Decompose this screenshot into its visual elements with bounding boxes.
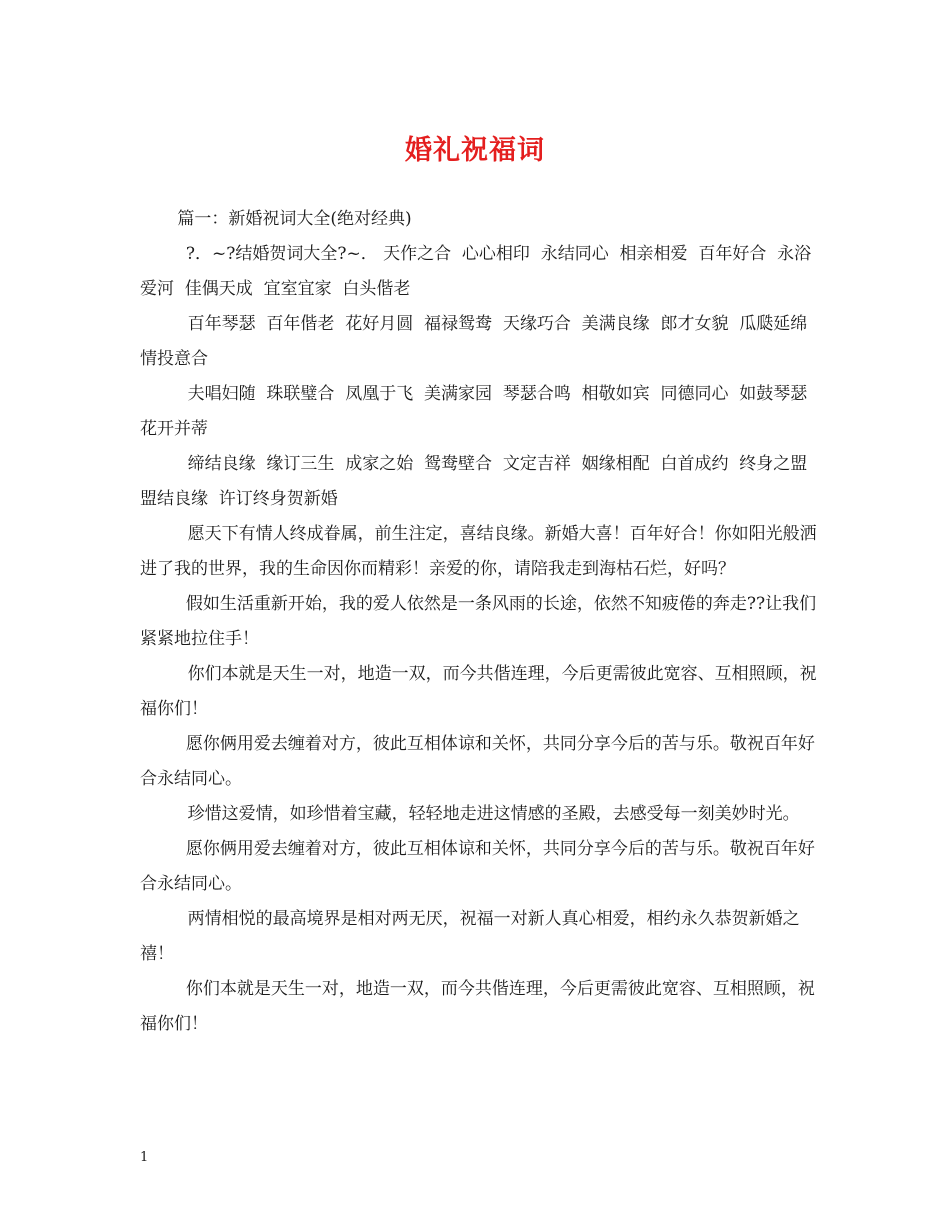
paragraph: 缔结良缘 缘订三生 成家之始 鸳鸯壁合 文定吉祥 姻缘相配 白首成约 终身之盟 盟结良缘 许订终身贺新婚 bbox=[140, 454, 819, 509]
paragraph: 珍惜这爱情，如珍惜着宝藏，轻轻地走进这情感的圣殿，去感受每一刻美妙时光。 bbox=[187, 804, 800, 824]
paragraph: ?．~?结婚贺词大全?~． 天作之合 心心相印 永结同心 相亲相爱 百年好合 永浴爱河 佳偶天成 宜室宜家 白头偕老 bbox=[140, 244, 812, 299]
section-heading: 篇一：新婚祝词大全(绝对经典) bbox=[177, 209, 412, 229]
document-title: 婚礼祝福词 bbox=[405, 135, 545, 166]
paragraph: 愿天下有情人终成眷属，前生注定，喜结良缘。新婚大喜！百年好合！你如阳光般洒进了我的世界，我的生命因你而精彩！亲爱的你，请陪我走到海枯石烂，好吗？ bbox=[140, 524, 817, 579]
paragraph: 你们本就是天生一对，地造一双，而今共偕连理，今后更需彼此宽容、互相照顾，祝福你们！ bbox=[140, 664, 817, 719]
paragraph: 愿你俩用爱去缠着对方，彼此互相体谅和关怀，共同分享今后的苦与乐。敬祝百年好合永结同心。 bbox=[140, 734, 815, 789]
document-body bbox=[140, 202, 820, 1042]
paragraph: 两情相悦的最高境界是相对两无厌，祝福一对新人真心相爱，相约永久恭贺新婚之禧！ bbox=[140, 909, 800, 964]
paragraph: 百年琴瑟 百年偕老 花好月圆 福禄鸳鸯 天缘巧合 美满良缘 郎才女貌 瓜瓞延绵 情投意合 bbox=[140, 314, 819, 369]
paragraph: 夫唱妇随 珠联璧合 凤凰于飞 美满家园 琴瑟合鸣 相敬如宾 同德同心 如鼓琴瑟 花开并蒂 bbox=[140, 384, 819, 439]
paragraph: 你们本就是天生一对，地造一双，而今共偕连理，今后更需彼此宽容、互相照顾，祝福你们！ bbox=[140, 979, 815, 1034]
page-number: 1 bbox=[140, 1150, 149, 1165]
paragraph: 假如生活重新开始，我的爱人依然是一条风雨的长途，依然不知疲倦的奔走??让我们紧紧地拉住手！ bbox=[140, 594, 817, 649]
paragraph: 愿你俩用爱去缠着对方，彼此互相体谅和关怀，共同分享今后的苦与乐。敬祝百年好合永结同心。 bbox=[140, 839, 815, 894]
